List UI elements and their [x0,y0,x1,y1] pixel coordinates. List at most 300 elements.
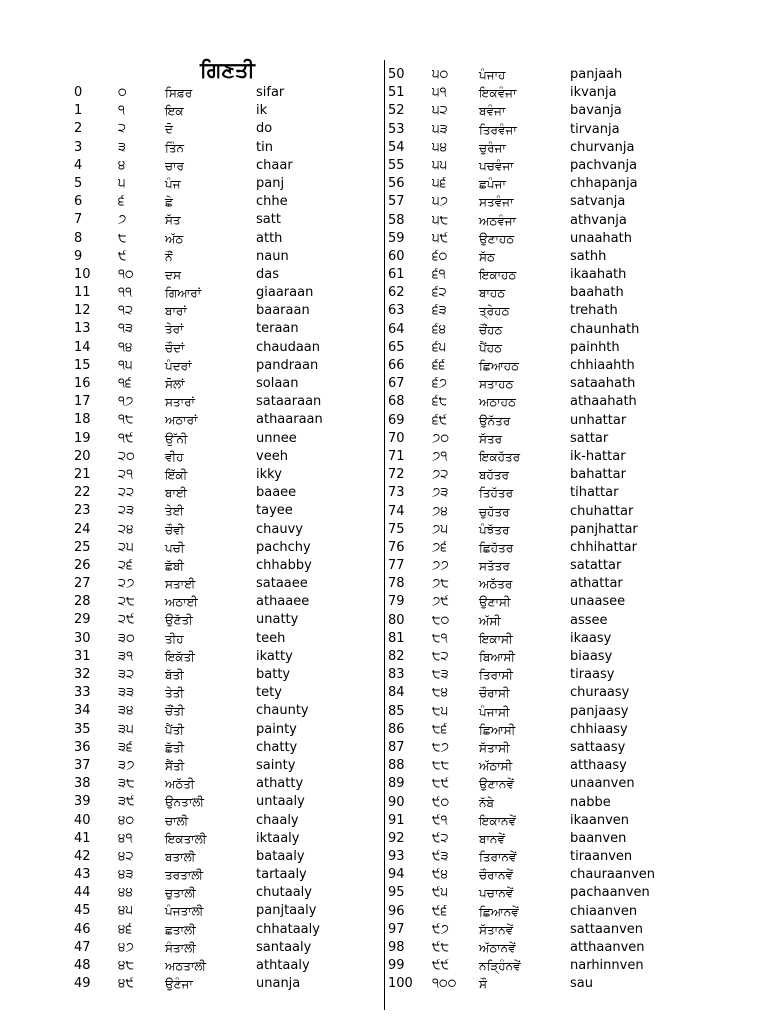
romanized-word: teeh [256,630,286,646]
punjabi-word: ਇਕਾਨਵੇਂ [479,813,517,828]
gurmukhi-numeral: ੯੩ [432,849,449,865]
punjabi-word: ਅਠਾਈ [165,595,198,610]
arabic-numeral: 93 [388,849,405,865]
punjabi-word: ਛੇ [165,195,173,210]
punjabi-word: ਉਨਤਾਲੀ [165,795,205,810]
arabic-numeral: 28 [74,594,91,610]
romanized-word: veeh [256,448,288,464]
punjabi-word: ਤ੍ਰੇਹਠ [479,304,510,319]
arabic-numeral: 91 [388,812,405,828]
romanized-word: athaahath [570,394,637,410]
punjabi-word: ਸਤਾਰਾਂ [165,395,195,410]
arabic-numeral: 79 [388,594,405,610]
romanized-word: chhataaly [256,921,320,937]
gurmukhi-numeral: ੭੩ [432,485,449,501]
punjabi-word: ਅਠੱਤਰ [479,577,513,592]
punjabi-word: ਸੈਂਤੀ [165,758,185,773]
gurmukhi-numeral: ੯੯ [432,958,450,974]
gurmukhi-numeral: ੩੭ [118,757,135,773]
gurmukhi-numeral: ੬੫ [432,339,447,355]
gurmukhi-numeral: ੪੨ [118,848,134,864]
punjabi-word: ਪੰਝੱਤਰ [479,522,510,537]
romanized-word: ikky [256,466,282,482]
romanized-word: ikaahath [570,267,627,283]
romanized-word: unanja [256,976,301,992]
arabic-numeral: 18 [74,412,91,428]
romanized-word: ikaanven [570,812,630,828]
arabic-numeral: 4 [74,157,83,173]
punjabi-word: ਸੌ [479,977,487,992]
arabic-numeral: 74 [388,503,405,519]
romanized-word: athtaaly [256,958,310,973]
gurmukhi-numeral: ੭੭ [432,558,449,574]
gurmukhi-numeral: ੫੭ [432,194,449,210]
arabic-numeral: 39 [74,794,91,810]
arabic-numeral: 33 [74,685,91,701]
gurmukhi-numeral: ੨੦ [118,448,135,464]
arabic-numeral: 9 [74,248,83,264]
romanized-word: untaaly [256,794,305,810]
punjabi-word: ਅਠਾਰਾਂ [165,413,198,428]
gurmukhi-numeral: ੨੫ [118,539,134,555]
gurmukhi-numeral: ੨੬ [118,557,133,573]
punjabi-word: ਤਿਰਵੰਜਾ [479,122,517,137]
punjabi-word: ਇਕਹੱਤਰ [479,449,521,464]
romanized-word: biaasy [570,649,613,664]
punjabi-word: ਸਤਵੰਜਾ [479,195,514,210]
column-divider [384,60,385,1010]
punjabi-word: ਤਿਰਾਨਵੇਂ [479,850,517,865]
punjabi-word: ਬਾਈ [165,486,188,501]
arabic-numeral: 26 [74,557,91,573]
romanized-word: ikvanja [570,85,617,101]
arabic-numeral: 5 [74,175,83,191]
gurmukhi-numeral: ੧੫ [118,357,133,373]
arabic-numeral: 38 [74,776,91,792]
romanized-word: ik-hattar [570,448,626,464]
gurmukhi-numeral: ੫੦ [432,67,449,82]
romanized-word: unnee [256,430,297,446]
gurmukhi-numeral: ੯੫ [432,885,449,901]
gurmukhi-numeral: ੬੨ [432,285,447,301]
gurmukhi-numeral: ੬੮ [432,394,448,410]
arabic-numeral: 43 [74,867,91,883]
gurmukhi-numeral: ੪੩ [118,867,134,883]
romanized-word: narhinnven [570,958,644,974]
gurmukhi-numeral: ੧੩ [118,321,134,337]
gurmukhi-numeral: ੯੦ [432,794,450,810]
punjabi-word: ਸੱਤਾਸੀ [479,740,510,755]
arabic-numeral: 68 [388,394,405,410]
arabic-numeral: 62 [388,285,405,301]
gurmukhi-numeral: ੩੬ [118,739,133,755]
romanized-word: chhe [256,194,288,210]
arabic-numeral: 37 [74,757,91,773]
punjabi-word: ਛਿਆਹਠ [479,359,520,373]
arabic-numeral: 90 [388,794,405,810]
arabic-numeral: 21 [74,466,91,482]
arabic-numeral: 86 [388,721,405,737]
romanized-word: satattar [570,558,622,574]
romanized-word: panjaasy [570,703,629,719]
romanized-word: atthaasy [570,758,627,774]
romanized-word: sathh [570,248,607,264]
romanized-word: trehath [570,303,618,319]
gurmukhi-numeral: ੩੨ [118,667,135,682]
arabic-numeral: 44 [74,885,91,901]
punjabi-word: ਦਸ [165,267,181,282]
punjabi-word: ਇਕਾਹਠ [479,268,517,283]
punjabi-word: ਪਚੀ [165,540,185,555]
gurmukhi-numeral: ੪੦ [118,812,135,828]
punjabi-word: ਛਪੰਜਾ [479,177,506,192]
gurmukhi-numeral: ੧੮ [118,412,134,428]
arabic-numeral: 7 [74,212,83,228]
arabic-numeral: 45 [74,903,91,919]
arabic-numeral: 87 [388,739,405,755]
arabic-numeral: 98 [388,940,405,955]
punjabi-word: ਅੱਠਾਨਵੇਂ [479,941,516,955]
gurmukhi-numeral: ੫੯ [432,230,449,246]
romanized-word: sattaanven [570,921,644,937]
gurmukhi-numeral: ੩੧ [118,648,134,664]
gurmukhi-numeral: ੯੨ [432,830,449,846]
arabic-numeral: 42 [74,848,91,864]
arabic-numeral: 97 [388,921,405,937]
punjabi-word: ਤਿਰਾਸੀ [479,668,514,683]
arabic-numeral: 24 [74,521,91,537]
gurmukhi-numeral: ੨੯ [118,612,135,628]
arabic-numeral: 71 [388,448,405,464]
punjabi-word: ਅਠਵੰਜਾ [479,213,516,228]
arabic-numeral: 12 [74,303,91,319]
arabic-numeral: 14 [74,339,91,355]
arabic-numeral: 20 [74,448,91,464]
punjabi-word: ਗਿਆਰਾਂ [165,286,202,301]
arabic-numeral: 22 [74,485,91,501]
romanized-word: athaaee [256,594,310,610]
romanized-word: sifar [256,85,285,100]
gurmukhi-numeral: ੩੦ [118,630,135,646]
romanized-word: chauvy [256,521,303,537]
gurmukhi-numeral: ੮ [118,230,127,246]
gurmukhi-numeral: ੬੯ [432,412,448,428]
gurmukhi-numeral: ੮੫ [432,703,449,719]
romanized-word: chauraanven [570,867,656,883]
arabic-numeral: 64 [388,321,405,337]
arabic-numeral: 23 [74,503,91,519]
romanized-word: chaaly [256,812,299,828]
romanized-word: athattar [570,576,623,592]
punjabi-word: ਸਤਾਈ [165,577,196,592]
gurmukhi-numeral: ੯ [118,248,127,264]
arabic-numeral: 35 [74,721,91,737]
romanized-word: tiraanven [570,849,633,865]
arabic-numeral: 81 [388,630,405,646]
romanized-word: chhihattar [570,539,637,555]
punjabi-word: ਇਕੱਤੀ [165,649,195,664]
page-title: ਗਿਣਤੀ [200,58,255,82]
romanized-word: chhiaasy [570,721,628,737]
punjabi-word: ਪੰਜ [165,176,181,191]
gurmukhi-numeral: ੮੦ [432,612,450,628]
arabic-numeral: 13 [74,321,91,337]
arabic-numeral: 76 [388,539,405,555]
gurmukhi-numeral: ੫੮ [432,212,449,228]
gurmukhi-numeral: ੬੦ [432,248,448,264]
gurmukhi-numeral: ੭੯ [432,594,449,610]
romanized-word: sau [570,976,593,992]
romanized-word: teraan [256,321,299,337]
punjabi-word: ਚੌਵੀ [165,522,185,537]
arabic-numeral: 89 [388,776,405,792]
punjabi-word: ਪੰਜਾਸੀ [479,704,510,719]
gurmukhi-numeral: ੭੫ [432,521,449,537]
punjabi-word: ਬੱਤੀ [165,668,184,682]
arabic-numeral: 75 [388,521,405,537]
arabic-numeral: 67 [388,376,405,392]
gurmukhi-numeral: ੫੪ [432,139,448,155]
romanized-word: panj [256,175,285,191]
gurmukhi-numeral: ੮੭ [432,739,449,755]
romanized-word: chatty [256,739,298,755]
gurmukhi-numeral: ੪ [118,157,126,173]
arabic-numeral: 77 [388,558,405,574]
romanized-word: chiaanven [570,903,638,919]
gurmukhi-numeral: ੩ [118,139,127,155]
romanized-word: tayee [256,503,293,519]
arabic-numeral: 73 [388,485,405,501]
punjabi-word: ਅਠੱਤੀ [165,777,195,792]
arabic-numeral: 30 [74,630,91,646]
punjabi-word: ਬਿਆਸੀ [479,650,516,664]
punjabi-word: ਪਚਾਨਵੇਂ [479,886,514,901]
gurmukhi-numeral: ੩੪ [118,703,134,719]
romanized-word: ik [256,103,268,119]
gurmukhi-numeral: ੯੬ [432,903,448,919]
gurmukhi-numeral: ੭੦ [432,430,450,446]
gurmukhi-numeral: ੫੨ [432,103,448,119]
arabic-numeral: 15 [74,357,91,373]
arabic-numeral: 3 [74,139,83,155]
romanized-word: chaar [256,157,293,173]
romanized-word: ikatty [256,648,293,664]
gurmukhi-numeral: ੨੮ [118,594,135,610]
gurmukhi-numeral: ੪੫ [118,903,134,919]
gurmukhi-numeral: ੧੨ [118,303,134,319]
arabic-numeral: 0 [74,85,83,100]
romanized-word: churvanja [570,139,635,155]
gurmukhi-numeral: ੨ [118,121,127,137]
arabic-numeral: 72 [388,467,405,483]
arabic-numeral: 51 [388,85,405,101]
romanized-word: baanven [570,830,627,846]
punjabi-word: ਇਕਵੰਜਾ [479,86,517,101]
arabic-numeral: 36 [74,739,91,755]
gurmukhi-numeral: ੫੬ [432,176,447,192]
arabic-numeral: 83 [388,667,405,683]
arabic-numeral: 58 [388,212,405,228]
gurmukhi-numeral: ੬੪ [432,321,447,337]
gurmukhi-numeral: ੯੭ [432,921,449,937]
romanized-word: unaanven [570,776,635,792]
romanized-word: pachvanja [570,157,638,173]
punjabi-word: ਅਠਾਹਠ [479,395,516,410]
arabic-numeral: 25 [74,539,91,555]
punjabi-word: ਛਿਆਸੀ [479,722,516,737]
romanized-word: tartaaly [256,867,307,883]
arabic-numeral: 19 [74,430,91,446]
arabic-numeral: 41 [74,830,91,846]
romanized-word: giaaraan [256,285,314,301]
romanized-word: ikaasy [570,630,612,646]
punjabi-word: ਪੰਜਾਹ [479,68,506,82]
gurmukhi-numeral: ੨੭ [118,576,135,592]
arabic-numeral: 69 [388,412,405,428]
gurmukhi-numeral: ੪੪ [118,885,133,901]
punjabi-word: ਸੰਤਾਲੀ [165,940,196,955]
romanized-word: chaudaan [256,339,321,355]
gurmukhi-numeral: ੪੬ [118,921,133,937]
gurmukhi-numeral: ੮੮ [432,758,450,774]
arabic-numeral: 16 [74,376,91,391]
arabic-numeral: 100 [388,976,413,992]
gurmukhi-numeral: ੫੧ [432,85,447,101]
arabic-numeral: 96 [388,903,405,919]
punjabi-word: ਪੈਂਤੀ [165,722,185,737]
arabic-numeral: 34 [74,703,91,719]
punjabi-word: ਉਨੱਤਰ [479,413,511,428]
punjabi-word: ਛਤਾਲੀ [165,922,196,937]
arabic-numeral: 59 [388,230,405,246]
romanized-word: naun [256,248,289,264]
punjabi-word: ਉਣੱਤੀ [165,613,193,628]
punjabi-word: ਸੱਤ [165,213,181,228]
arabic-numeral: 10 [74,266,91,282]
gurmukhi-numeral: ੬੧ [432,267,446,283]
punjabi-word: ਉਣਾਹਠ [479,231,515,246]
punjabi-word: ਤੇਰਾਂ [165,322,184,337]
gurmukhi-numeral: ੧੬ [118,376,132,391]
arabic-numeral: 54 [388,139,405,155]
romanized-word: sainty [256,757,296,773]
gurmukhi-numeral: ੬੬ [432,358,446,373]
arabic-numeral: 80 [388,612,405,628]
punjabi-word: ਤੇਤੀ [165,686,184,701]
punjabi-word: ਬਵੰਜਾ [479,104,506,119]
punjabi-word: ਉੱਨੀ [165,431,188,446]
arabic-numeral: 57 [388,194,405,210]
gurmukhi-numeral: ੨੪ [118,521,134,537]
romanized-word: pachaanven [570,885,650,901]
romanized-word: iktaaly [256,830,300,846]
arabic-numeral: 99 [388,958,405,974]
punjabi-word: ਵੀਹ [165,449,184,464]
arabic-numeral: 85 [388,703,405,719]
gurmukhi-numeral: ੫੩ [432,121,448,137]
punjabi-word: ਅੱਠ [165,231,184,246]
romanized-word: do [256,121,273,137]
punjabi-word: ਚਾਰ [165,158,184,173]
romanized-word: unaahath [570,230,632,246]
gurmukhi-numeral: ੫ [118,175,126,191]
romanized-word: chhabby [256,557,312,573]
punjabi-word: ਬਤਾਲੀ [165,849,196,864]
gurmukhi-numeral: ੨੧ [118,466,134,482]
romanized-word: chuhattar [570,503,634,519]
punjabi-word: ਤਿਹੱਤਰ [479,486,514,501]
punjabi-word: ਅਠਤਾਲੀ [165,959,207,973]
gurmukhi-numeral: ੪੭ [118,939,134,955]
arabic-numeral: 52 [388,103,405,119]
romanized-word: tihattar [570,485,619,501]
romanized-word: panjhattar [570,521,638,537]
punjabi-word: ਤੇਈ [165,504,184,519]
gurmukhi-numeral: ੭੬ [432,539,448,555]
gurmukhi-numeral: ੮੪ [432,685,449,701]
romanized-word: santaaly [256,939,312,955]
punjabi-word: ਸੋਲਾਂ [165,377,185,391]
gurmukhi-numeral: ੮੩ [432,667,449,683]
arabic-numeral: 50 [388,67,405,82]
gurmukhi-numeral: ੯੪ [432,867,449,883]
gurmukhi-numeral: ੮੬ [432,721,448,737]
arabic-numeral: 40 [74,812,91,828]
punjabi-word: ਨੜ੍ਹਿੰਨਵੇਂ [479,959,521,974]
punjabi-word: ਸੱਤਰ [479,431,503,446]
punjabi-word: ਪੈਂਹਠ [479,340,502,355]
romanized-word: athvanja [570,212,627,228]
romanized-word: painhth [570,339,620,355]
punjabi-word: ਛਿਹੱਤਰ [479,540,514,555]
romanized-word: tety [256,685,282,701]
romanized-word: churaasy [570,685,630,701]
romanized-word: sattar [570,430,609,446]
punjabi-word: ਚੁਹੱਤਰ [479,504,510,519]
gurmukhi-numeral: ੬੩ [432,303,447,319]
arabic-numeral: 60 [388,248,405,264]
romanized-word: unhattar [570,412,627,428]
arabic-numeral: 32 [74,667,91,682]
arabic-numeral: 29 [74,612,91,628]
romanized-word: batty [256,667,291,682]
gurmukhi-numeral: ੮੯ [432,776,450,792]
punjabi-word: ਚੁਰੰਜਾ [479,140,506,155]
romanized-word: assee [570,612,608,628]
romanized-word: baaraan [256,303,310,319]
arabic-numeral: 2 [74,121,83,137]
punjabi-word: ਚੌਰਾਨਵੇਂ [479,868,513,883]
romanized-word: athatty [256,776,304,792]
romanized-word: nabbe [570,794,611,810]
romanized-word: bataaly [256,848,305,864]
arabic-numeral: 55 [388,157,405,173]
gurmukhi-numeral: ੫੫ [432,157,448,173]
gurmukhi-numeral: ੭੧ [432,448,448,464]
punjabi-word: ਉਣੰਜਾ [165,977,193,992]
punjabi-word: ਬਾਹਠ [479,286,506,301]
romanized-word: chaunhath [570,321,640,337]
gurmukhi-numeral: ੭੨ [432,467,449,483]
romanized-word: pachchy [256,539,311,555]
romanized-word: bavanja [570,103,622,119]
punjabi-word: ਇਕਾਸੀ [479,631,513,646]
romanized-word: bahattar [570,467,626,483]
punjabi-word: ਅੱਸੀ [479,613,501,628]
arabic-numeral: 94 [388,867,405,883]
romanized-word: chaunty [256,703,309,719]
romanized-word: chutaaly [256,885,312,901]
